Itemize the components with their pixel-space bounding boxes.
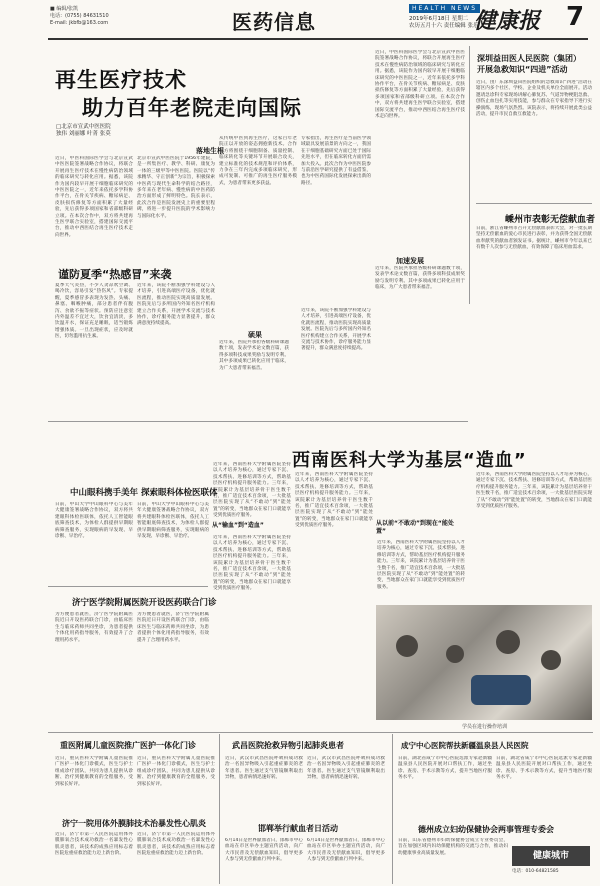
feature-sub-1: 从“输血”到“造血” <box>212 522 264 529</box>
corner-phone: 电话：010-64821585 <box>512 869 559 874</box>
editor-info <box>50 6 109 27</box>
jining-body-2: 为方便患者就医，济宁医学院附属医院近日开设医药联合门诊，由临床医生与临床药师共同坐诊，为患者提供个体化用药指导服务，有效提升了合理用药水平。 <box>137 612 209 643</box>
feature-headline: 西南医科大学为基层“造血” <box>292 450 527 471</box>
right-sub-body: 日前，浙江省嵊州市召开无偿献血表彰大会，对一批长期坚持无偿献血的爱心市民进行表彰，并为获得全国无偿献血奉献奖的献血者颁发证书。据统计，嵊州市今年以来已有数千人次参与无偿献血，有效保障了临床用血需求。 <box>476 226 592 251</box>
english-tag: HEALTH NEWS <box>409 4 480 13</box>
page-header <box>0 0 600 46</box>
date-line: 2019年6月18日 星期二 <box>409 16 469 22</box>
chongqing-title: 重医附属儿童医院推广医护一体化门诊 <box>60 741 196 750</box>
xianning-body-1: 日前，湖北省咸宁市中心医院选派专家赴新疆温泉县人民医院开展对口帮扶工作，通过坐诊、查房、手术示教等方式，提升当地医疗服务水平。 <box>398 756 492 781</box>
zhongshan-title: 中山眼科携手美年 探索眼科体检医联体 <box>70 488 218 498</box>
right-top-title <box>477 53 581 75</box>
zhongshan-body-1: 日前，中山大学中山眼科中心与美年大健康签署战略合作协议，双方将共建眼科体检医联体，依托人工智能眼底筛查技术，为体检人群提供早期眼病筛查服务，实现眼病的早发现、早诊断、早治疗。 <box>55 502 133 540</box>
chongqing-body-2: 近日，重庆医科大学附属儿童医院推广医护一体化门诊模式，医生与护士组成诊疗团队，共同为患儿提供从诊断、治疗到健康教育的全程服务，受到家长好评。 <box>137 756 215 787</box>
byline-line: 独伟 刘丽娜 叶菁 张莫 <box>56 131 111 137</box>
column-divider <box>219 734 220 884</box>
divider <box>48 586 208 587</box>
harvest-title: 硕果 <box>248 331 262 339</box>
dezhou-body: 日前，山东省德州市妇幼保健协会成立专业委员会，旨在加强区域内妇幼保健机构的交流与合作，推动妇幼健康事业高质量发展。 <box>398 838 508 856</box>
divider <box>48 732 593 733</box>
feature-body-1: 近年来，西南医科大学附属医院坚持以人才培养为核心，通过专家下沉、技术帮扶、进修培训等方式，帮助基层医疗机构提升服务能力。三年来，该院累计为基层培养骨干医生数千名，推广适宜技术百余项，一大批基层医院实现了从“不敢动”到“能处置”的转变，当地群众在家门口就能享受到优质医疗服务。 <box>213 462 291 519</box>
title-line: 深圳益田医人民医院（集团） <box>477 54 581 63</box>
feature-body-2: 近年来，西南医科大学附属医院坚持以人才培养为核心，通过专家下沉、技术帮扶、进修培训等方式，帮助基层医疗机构提升服务能力。三年来，该院累计为基层培养骨干医生数千名，推广适宜技术百余项，一大批基层医院实现了从“不敢动”到“能处置”的转变，当地群众在家门口就能享受到优质医疗服务。 <box>213 535 291 592</box>
corner-badge: 健康城市 <box>512 846 590 866</box>
section-title: 医药信息 <box>232 10 316 34</box>
summer-cold-title: 谨防夏季“热感冒”来袭 <box>58 268 172 281</box>
handan-body-1: 6月14日是世界献血者日，邯郸市中心血站在市区举办主题宣传活动，向广大市民普及无偿献血知识，倡导更多人参与到无偿献血行列中来。 <box>225 838 303 863</box>
dezhou-title: 德州成立妇幼保健协会两事管理专委会 <box>418 825 554 834</box>
jining-title: 济宁医学院附属医院开设医药联合门诊 <box>72 598 217 608</box>
xianning-body-2: 日前，湖北省咸宁市中心医院选派专家赴新疆温泉县人民医院开展对口帮扶工作，通过坐诊、查房、手术示教等方式，提升当地医疗服务水平。 <box>496 756 592 781</box>
xianning-title: 成宁中心医院帮扶新疆温泉县人民医院 <box>401 741 529 750</box>
lead-headline-2: 助力百年老院走向国际 <box>82 96 302 120</box>
jining-first-body-2: 近日，济宁市第一人民医院运用体外膜肺氧合技术成功救治一名暴发性心肌炎患者，该技术的成熟应用标志着医院危重症救治能力迈上新台阶。 <box>137 832 215 857</box>
page-number: 7 <box>566 2 585 32</box>
paper-name: 健康报 <box>474 9 541 34</box>
column-divider <box>469 46 470 304</box>
harvest-body: 近年来，医院共承担各级科研课题数十项，发表学术论文数百篇，获得多项科技成果奖励与发明专利。其中多项成果已转化应用于临床，为广大患者带来福音。 <box>219 340 289 371</box>
lead-body-col5: 近日，中医科国际医学会与北京宣武中医医院签署战略合作协议，将联合开展再生医疗技术在慢性病防治领域的临床研究与转化应用。据悉，该院作为国内较早开展干细胞临床研究的中医医院之一，近年来依托多学科协作平台，在骨关节疾病、糖尿病足、皮肤损伤修复等方面积累了大量经验，先后获得多项国家和省部级科研立项。在本次合作中，双方将共建再生医学联合实验室，搭建国际交流平台，推动中西医结合再生医疗技术走向世界。 <box>375 50 465 120</box>
lead-body-col2: 北京市宣武中医医院于1956年建院，是一所集医疗、教学、科研、康复为一体的三级甲等中医医院。医院以“传承精华、守正创新”为宗旨，积极探索中医药与现代生命科学的结合路径，多年来在老年病、慢性病的中医药防治方面形成了鲜明特色。院长表示，此次合作是医院发展史上的重要里程碑，将进一步提升医院的学术影响力与国际化水平。 <box>137 156 215 219</box>
feature-photo <box>376 605 592 720</box>
photo-caption: 学员在进行操作培训 <box>462 724 508 730</box>
jining-body-1: 为方便患者就医，济宁医学院附属医院近日开设医药联合门诊，由临床医生与临床药师共同坐诊，为患者提供个体化用药指导服务，有效提升了合理用药水平。 <box>55 612 133 643</box>
jining-first-title: 济宁一院用体外膜肺技术治暴发性心肌炎 <box>62 819 206 828</box>
header-rule <box>48 38 588 40</box>
lead-headline-1: 再生医疗技术 <box>55 68 187 92</box>
summer-cold-body: 夏季天气炎热，不少人贪凉吹空调、喝冷饮，容易引发“热伤风”。专家提醒，夏季感冒多表现为发热、头痛、鼻塞、咽喉肿痛，部分患者伴有腹泻、食欲不振等症状。预防应注意室内外温差不宜过大，饮食宜清淡，多饮温开水，保证充足睡眠，适当锻炼增强体质。一旦出现症状，应及时就医，切勿滥用抗生素。 <box>55 283 133 340</box>
develop-body-2: 近年来，医院共承担各级科研课题数十项，发表学术论文数百篇，获得多项科技成果奖励与发明专利。其中多项成果已转化应用于临床，为广大患者带来福音。 <box>375 266 465 291</box>
summer-cold-body-2: 近年来，该院不断加强学科建设与人才培养，引进高端医疗设备，优化就医流程，推动医院实现高质量发展。医院先后与多所国内外知名医疗机构建立合作关系，开展学术交流与技术协作，诊疗服务能力显著提升，群众满意度持续提高。 <box>137 283 215 327</box>
lead-body-col3: 从传统中医到再生医疗，这家百年老院正以开放的姿态拥抱新技术。合作双方将围绕干细胞制备、质量控制、临床转化等关键环节开展联合攻关，建立标准化的技术规范和评价体系，力争在三年内完成多项临床研究，形成可复制、可推广的再生医疗服务模式，为患者带来更多获益。 <box>219 136 297 186</box>
handan-title: 邯郸举行献血者日活动 <box>258 824 338 833</box>
lead-subhead: 落地生根 <box>196 147 224 155</box>
phone-line: 电话：(0755) 84631510 <box>50 13 109 19</box>
feature-sub-2: 从以前“不敢动”到现在“能处置” <box>376 520 454 535</box>
wuchang-body-2: 近日，武汉市武昌医院呼吸科成功救治一名因异物吸入引起重症肺炎的老年患者。医生通过支气管镜顺利取出异物，患者病情迅速好转。 <box>307 756 385 781</box>
develop-title: 加速发展 <box>396 257 424 265</box>
email-line: E-mail: jkbfb@163.com <box>50 20 109 26</box>
divider <box>476 203 592 204</box>
develop-body: 近年来，该院不断加强学科建设与人才培养，引进高端医疗设备，优化就医流程，推动医院实现高质量发展。医院先后与多所国内外知名医疗机构建立合作关系，开展学术交流与技术协作，诊疗服务能力显著提升，群众满意度持续提高。 <box>301 308 371 352</box>
title-line: 开展急救知识“四进”活动 <box>477 65 568 74</box>
lead-byline <box>56 124 111 138</box>
feature-body-4: 近年来，西南医科大学附属医院坚持以人才培养为核心，通过专家下沉、技术帮扶、进修培训等方式，帮助基层医疗机构提升服务能力。三年来，该院累计为基层培养骨干医生数千名，推广适宜技术百余项，一大批基层医院实现了从“不敢动”到“能处置”的转变，当地群众在家门口就能享受到优质医疗服务。 <box>377 540 465 590</box>
lead-body-col4: 专家指出，再生医疗是当前医学领域最具发展前景的方向之一，我国在干细胞基础研究方面已处于国际先进水平，但在临床转化方面仍需加大投入。此次合作为中医医院参与前沿医学研究提供了有益借鉴，也为中医药国际化发展探索出新的路径。 <box>301 136 371 186</box>
jining-first-body-1: 近日，济宁市第一人民医院运用体外膜肺氧合技术成功救治一名暴发性心肌炎患者，该技术的成熟应用标志着医院危重症救治能力迈上新台阶。 <box>55 832 133 857</box>
date-info <box>409 16 479 30</box>
byline-line: □北京市宣武中医医院 <box>56 124 111 130</box>
lunar-line: 农历五月十六 责任编辑 张乐 <box>409 23 479 29</box>
column-divider <box>392 734 393 884</box>
handan-body-2: 6月14日是世界献血者日，邯郸市中心血站在市区举办主题宣传活动，向广大市民普及无偿献血知识，倡导更多人参与到无偿献血行列中来。 <box>307 838 385 863</box>
lead-body-col1: 近日，中医科国际医学会与北京宣武中医医院签署战略合作协议，将联合开展再生医疗技术在慢性病防治领域的临床研究与转化应用。据悉，该院作为国内较早开展干细胞临床研究的中医医院之一，近年来依托多学科协作平台，在骨关节疾病、糖尿病足、皮肤损伤修复等方面积累了大量经验，先后获得多项国家和省部级科研立项。在本次合作中，双方将共建再生医学联合实验室，搭建国际交流平台，推动中西医结合再生医疗技术走向世界。 <box>55 156 133 238</box>
zhongshan-body-2: 日前，中山大学中山眼科中心与美年大健康签署战略合作协议，双方将共建眼科体检医联体，依托人工智能眼底筛查技术，为体检人群提供早期眼病筛查服务，实现眼病的早发现、早诊断、早治疗。 <box>137 502 209 540</box>
feature-body-3: 近年来，西南医科大学附属医院坚持以人才培养为核心，通过专家下沉、技术帮扶、进修培训等方式，帮助基层医疗机构提升服务能力。三年来，该院累计为基层培养骨干医生数千名，推广适宜技术百余项，一大批基层医院实现了从“不敢动”到“能处置”的转变，当地群众在家门口就能享受到优质医疗服务。 <box>295 472 373 529</box>
divider <box>48 421 468 422</box>
feature-body-5: 近年来，西南医科大学附属医院坚持以人才培养为核心，通过专家下沉、技术帮扶、进修培训等方式，帮助基层医疗机构提升服务能力。三年来，该院累计为基层培养骨干医生数千名，推广适宜技术百余项，一大批基层医院实现了从“不敢动”到“能处置”的转变，当地群众在家门口就能享受到优质医疗服务。 <box>476 472 592 510</box>
editor-line: ■ 编辑/张凯 <box>50 6 78 12</box>
wuchang-title: 武昌医院抢救异物引起肺炎患者 <box>232 741 344 750</box>
chongqing-body-1: 近日，重庆医科大学附属儿童医院推广医护一体化门诊模式，医生与护士组成诊疗团队，共同为患儿提供从诊断、治疗到健康教育的全程服务，受到家长好评。 <box>55 756 133 787</box>
right-top-body: 近日，由广东深圳益田医院组织的急救知识“四进”活动在辖区内多个社区、学校、企业及机关单位全面展开。活动邀请急诊科专家现场讲解心肺复苏、气道异物梗阻急救、创伤止血包扎等实用技能，参与群众在专家指导下进行实操演练，现场气氛热烈。该院表示，将持续开展此类公益活动，提升市民自救互救能力。 <box>476 80 592 118</box>
right-sub-title: 嵊州市表彰无偿献血者 <box>505 215 596 225</box>
wuchang-body-1: 近日，武汉市武昌医院呼吸科成功救治一名因异物吸入引起重症肺炎的老年患者。医生通过支气管镜顺利取出异物，患者病情迅速好转。 <box>225 756 303 781</box>
